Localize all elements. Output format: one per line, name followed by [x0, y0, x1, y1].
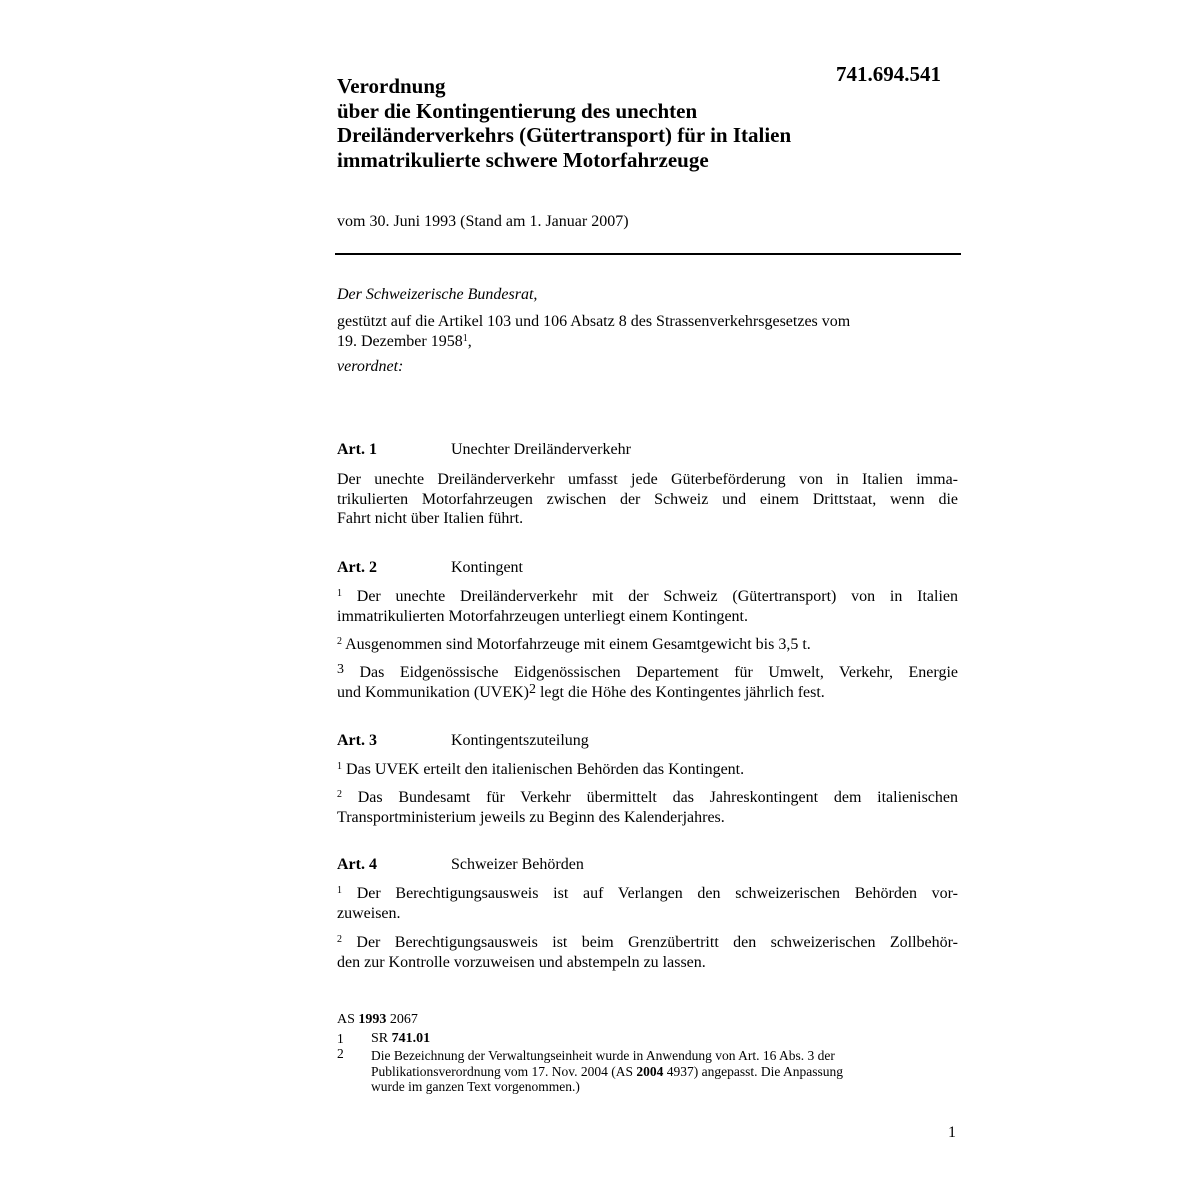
footnote-text: [371, 1048, 843, 1095]
paragraph-number: 2: [337, 934, 342, 945]
preamble-decree: verordnet:: [337, 358, 404, 375]
preamble-basis-line: gestützt auf die Artikel 103 und 106 Absatz 8 des Strassenverkehrsgesetzes vom: [337, 313, 851, 330]
footnote-line: wurde im ganzen Text vorgenommen.): [371, 1079, 580, 1094]
preamble-basis: [337, 312, 850, 351]
paragraph-text: Der unechte Dreiländerverkehr mit der Schweiz (Gütertransport) von in Italien: [342, 588, 958, 605]
paragraph-line: [337, 933, 958, 953]
footnote-as-year: 2004: [636, 1063, 664, 1079]
paragraph-text: Das Bundesamt für Verkehr übermittelt das Jahreskontingent dem italienischen: [342, 789, 958, 806]
paragraph-line: Der unechte Dreiländerverkehr umfasst jede Güterbeförderung von in Italien imma-: [337, 471, 958, 488]
footnote-prefix: SR: [371, 1031, 392, 1046]
article-heading: [337, 559, 523, 577]
page-number: 1: [948, 1124, 956, 1141]
paragraph-line: [337, 788, 958, 808]
paragraph-text: Das Eidgenössische Eidgenössischen Departement für Umwelt, Verkehr, Energie: [344, 664, 958, 681]
paragraph-text: Der Berechtigungsausweis ist beim Grenzübertritt den schweizerischen Zollbehör-: [342, 934, 958, 951]
article-paragraph: [337, 663, 958, 702]
paragraph-number: 1: [337, 885, 342, 896]
article-heading: [337, 441, 631, 459]
preamble-basis-line: [337, 332, 850, 352]
preamble-basis-end: ,: [467, 332, 472, 350]
as-page: 2067: [386, 1012, 418, 1027]
document-title: [337, 74, 791, 172]
preamble-basis-date: 19. Dezember 1958: [337, 332, 463, 350]
article-paragraph: [337, 788, 958, 827]
paragraph-number: 3: [337, 662, 344, 677]
paragraph-line: [337, 683, 958, 703]
date-line: vom 30. Juni 1993 (Stand am 1. Januar 2007): [337, 213, 629, 230]
article-paragraph: [337, 884, 958, 923]
footnote-line: [371, 1064, 843, 1080]
paragraph-line: zuweisen.: [337, 904, 401, 922]
article-paragraph: [337, 933, 958, 972]
footnote-reference[interactable]: 1: [462, 332, 468, 344]
paragraph-text: Der Berechtigungsausweis ist auf Verlangen den schweizerischen Behörden vor-: [342, 885, 958, 902]
paragraph-line: [337, 587, 958, 607]
paragraph-line: Transportministerium jeweils zu Beginn des Kalenderjahres.: [337, 808, 725, 826]
article-paragraph: [337, 470, 958, 529]
article-number: Art. 1: [337, 441, 377, 458]
footnote-mark: 2: [337, 1046, 344, 1061]
article-paragraph: [337, 635, 958, 655]
paragraph-number: 2: [337, 789, 342, 800]
footnote-mark: 1: [337, 1031, 344, 1046]
paragraph-text: legt die Höhe des Kontingentes jährlich fest.: [535, 683, 825, 701]
footnote-segment: Publikationsverordnung vom 17. Nov. 2004 (AS: [371, 1063, 637, 1079]
paragraph-text: Das UVEK erteilt den italienischen Behörden das Kontingent.: [342, 761, 745, 778]
paragraph-line: [337, 884, 958, 904]
title-line: immatrikulierte schwere Motorfahrzeuge: [337, 147, 709, 172]
article-title: Schweizer Behörden: [451, 856, 584, 873]
as-prefix: AS: [337, 1012, 359, 1027]
article-number: Art. 3: [337, 732, 377, 749]
footnote-segment: 4937) angepasst. Die Anpassung: [663, 1063, 843, 1079]
title-divider: [335, 253, 961, 255]
paragraph-line: [337, 635, 958, 655]
preamble-authority: Der Schweizerische Bundesrat,: [337, 286, 538, 303]
article-number: Art. 4: [337, 856, 377, 873]
paragraph-line: trikulierten Motorfahrzeugen zwischen der Schweiz und einem Drittstaat, wenn die: [337, 490, 958, 508]
footnote-line: Die Bezeichnung der Verwaltungseinheit wurde in Anwendung von Art. 16 Abs. 3 der: [371, 1048, 835, 1063]
article-heading: [337, 732, 589, 750]
sr-number: 741.694.541: [836, 62, 941, 86]
article-heading: [337, 856, 584, 874]
footnote-sr-ref[interactable]: 741.01: [391, 1031, 431, 1046]
article-number: Art. 2: [337, 559, 377, 576]
paragraph-number: 1: [337, 588, 342, 599]
paragraph-line: immatrikulierten Motorfahrzeugen unterliegt einem Kontingent.: [337, 607, 748, 625]
paragraph-text: und Kommunikation (UVEK): [337, 683, 529, 701]
as-reference: [337, 1012, 418, 1028]
article-paragraph: [337, 587, 958, 626]
article-paragraph: [337, 760, 958, 780]
article-title: Kontingent: [451, 559, 523, 576]
paragraph-line: [337, 760, 958, 780]
paragraph-text: Ausgenommen sind Motorfahrzeuge mit einem Gesamtgewicht bis 3,5 t.: [342, 636, 811, 653]
paragraph-number: 1: [337, 761, 342, 772]
footnote-reference[interactable]: 2: [528, 681, 536, 697]
as-year: 1993: [358, 1012, 387, 1027]
title-line: über die Kontingentierung des unechten: [337, 98, 698, 123]
title-line: Verordnung: [337, 74, 446, 98]
article-title: Unechter Dreiländerverkehr: [451, 441, 631, 458]
footnote-text: [371, 1031, 430, 1047]
paragraph-line: Fahrt nicht über Italien führt.: [337, 510, 524, 527]
article-title: Kontingentszuteilung: [451, 732, 589, 749]
title-line: Dreiländerverkehrs (Gütertransport) für in Italien: [337, 123, 792, 147]
paragraph-line: den zur Kontrolle vorzuweisen und abstempeln zu lassen.: [337, 953, 706, 971]
paragraph-line: [337, 663, 958, 683]
paragraph-number: 2: [337, 636, 342, 647]
